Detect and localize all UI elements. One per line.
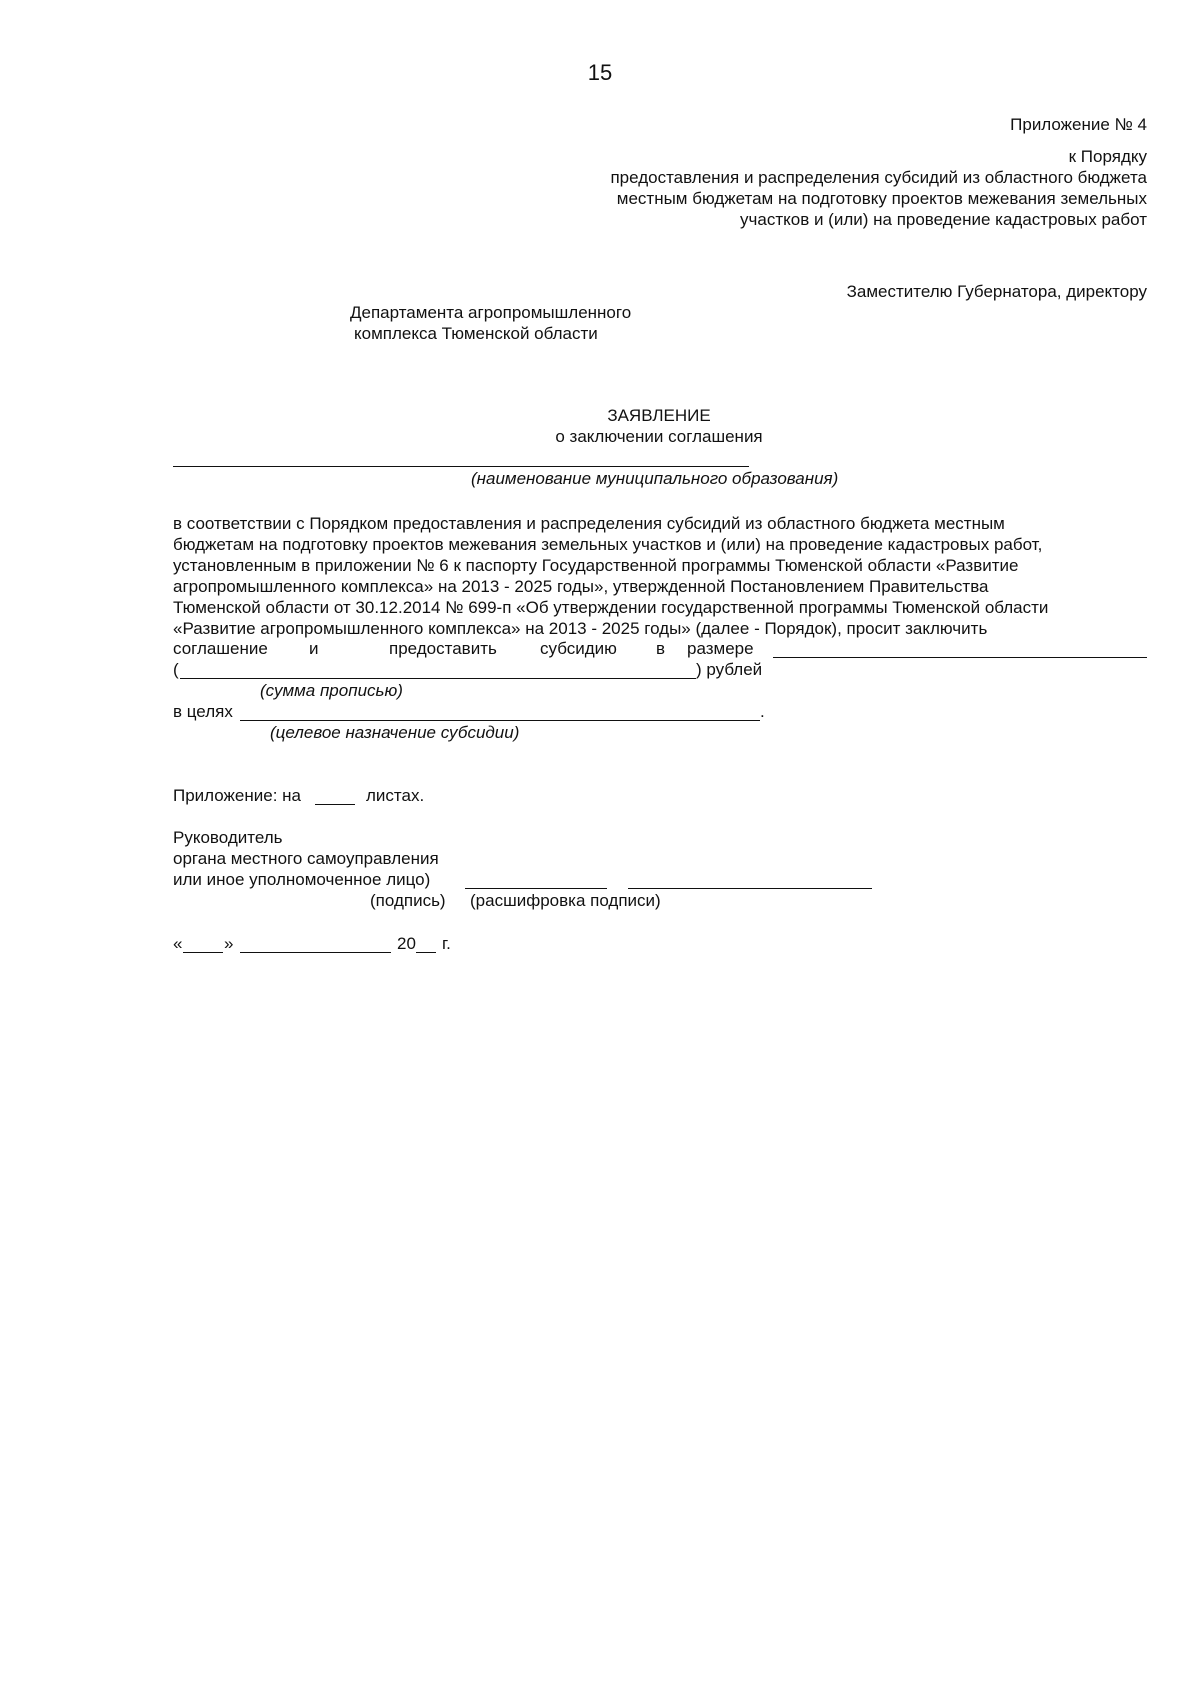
attachment-suffix: листах.: [366, 786, 425, 805]
signature-line-1: Руководитель: [173, 828, 283, 847]
amount-words-caption: (сумма прописью): [260, 681, 403, 700]
amount-words-close: ) рублей: [696, 660, 763, 679]
signature-line-3: или иное уполномоченное лицо): [173, 870, 431, 889]
body-line-1: в соответствии с Порядком предоставления и распределения субсидий из областного бюджета местным: [173, 514, 1005, 533]
date-open-quote: «: [173, 934, 183, 953]
amount-word-1: соглашение: [173, 639, 268, 658]
addressee-line-3: комплекса Тюменской области: [354, 324, 598, 343]
amount-number-input-line[interactable]: [773, 657, 1147, 658]
amount-word-2: и: [309, 639, 319, 658]
amount-word-4: субсидию: [540, 639, 617, 658]
signature-decode-input-line[interactable]: [628, 888, 872, 889]
attachment-sheets-input-line[interactable]: [315, 804, 355, 805]
body-paragraph: [173, 513, 1147, 639]
amount-words-input-line[interactable]: [180, 678, 696, 679]
signature-decode-caption: (расшифровка подписи): [470, 891, 661, 910]
municipality-input-line[interactable]: [173, 466, 749, 467]
body-line-4: агропромышленного комплекса» на 2013 - 2025 годы», утвержденной Постановлением Правительства: [173, 577, 989, 596]
addressee-line-1: Заместителю Губернатора, директору: [846, 282, 1147, 301]
document-title: ЗАЯВЛЕНИЕ: [607, 406, 711, 425]
date-year-suffix: г.: [442, 934, 451, 953]
amount-words-open-paren: (: [173, 660, 179, 679]
municipality-caption: (наименование муниципального образования): [471, 469, 839, 488]
appendix-label: Приложение № 4: [1010, 115, 1147, 134]
appendix-order-line-3: участков и (или) на проведение кадастровых работ: [740, 210, 1147, 229]
body-line-3: установленным в приложении № 6 к паспорту Государственной программы Тюменской области «Развитие: [173, 556, 1019, 575]
purpose-end: .: [760, 702, 765, 721]
date-month-input-line[interactable]: [240, 952, 391, 953]
date-close-quote: »: [224, 934, 234, 953]
signature-line-2: органа местного самоуправления: [173, 849, 439, 868]
page-number: 15: [587, 60, 613, 85]
date-day-input-line[interactable]: [183, 952, 223, 953]
amount-word-3: предоставить: [389, 639, 497, 658]
body-line-5: Тюменской области от 30.12.2014 № 699-п «Об утверждении государственной программы Тюменской области: [173, 598, 1049, 617]
date-year-input-line[interactable]: [416, 952, 436, 953]
purpose-label: в целях: [173, 702, 233, 721]
signature-input-line[interactable]: [465, 888, 607, 889]
attachment-prefix: Приложение: на: [173, 786, 301, 805]
signature-caption: (подпись): [370, 891, 446, 910]
purpose-caption: (целевое назначение субсидии): [270, 723, 520, 742]
amount-word-5: в: [656, 639, 666, 658]
appendix-to-order: к Порядку: [1068, 147, 1147, 166]
document-subtitle: о заключении соглашения: [555, 427, 763, 446]
date-year-prefix: 20: [397, 934, 416, 953]
appendix-order-line-2: местным бюджетам на подготовку проектов межевания земельных: [616, 189, 1147, 208]
purpose-input-line[interactable]: [240, 720, 760, 721]
body-line-6: «Развитие агропромышленного комплекса» на 2013 - 2025 годы» (далее - Порядок), просит заключить: [173, 619, 988, 638]
amount-word-6: размере: [687, 639, 754, 658]
body-line-2: бюджетам на подготовку проектов межевания земельных участков и (или) на проведение кадастровых работ,: [173, 535, 1043, 554]
addressee-line-2: Департамента агропромышленного: [350, 303, 632, 322]
appendix-order-line-1: предоставления и распределения субсидий из областного бюджета: [610, 168, 1147, 187]
